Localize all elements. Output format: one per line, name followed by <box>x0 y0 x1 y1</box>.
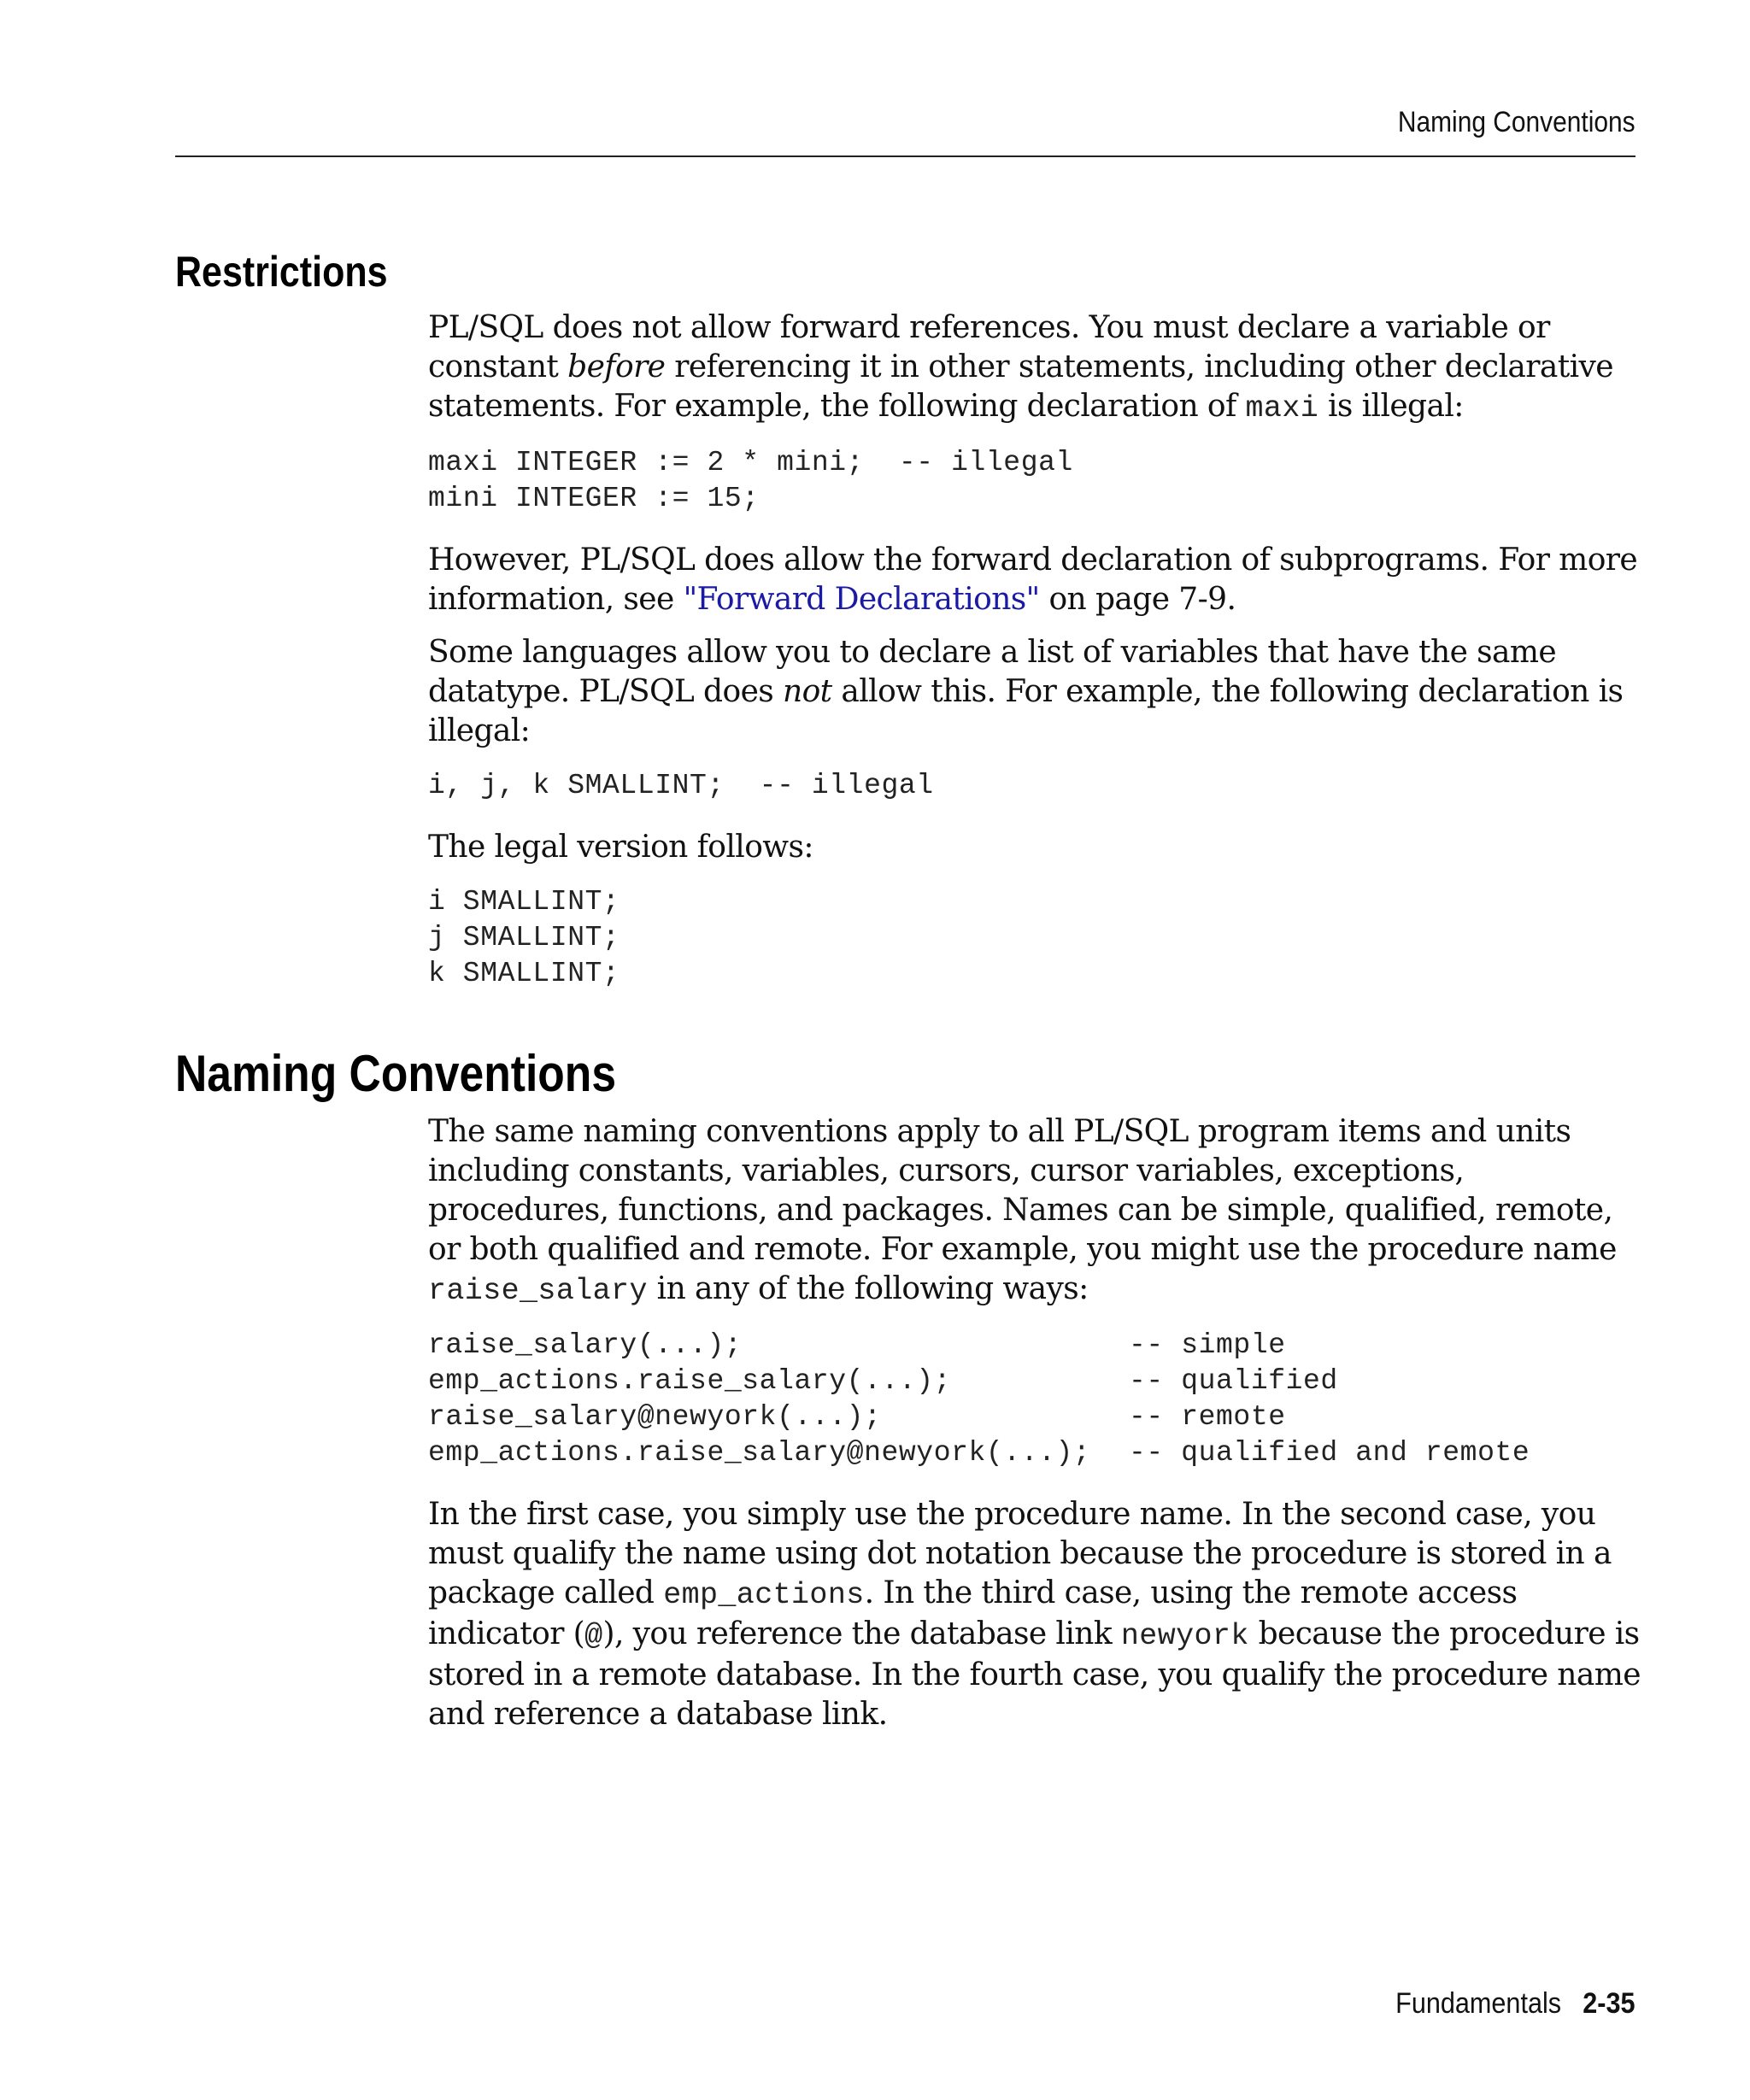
footer-section-title: Fundamentals <box>1395 1987 1562 2020</box>
paragraph-variable-list: Some languages allow you to declare a list of variables that have the same datatype. PL/SQL does not allow this. For example, the following declaration is illegal: <box>428 635 1624 748</box>
running-header: Naming Conventions <box>1398 106 1635 138</box>
page-footer <box>1396 1987 1635 2021</box>
inline-code: raise_salary <box>428 1274 648 1308</box>
inline-code: emp_actions <box>663 1578 865 1612</box>
page-number: 2-35 <box>1583 1987 1635 2020</box>
code-block-illegal-list: i, j, k SMALLINT; -- illegal <box>428 770 934 801</box>
inline-code: newyork <box>1120 1619 1249 1653</box>
link-forward-declarations[interactable]: "Forward Declarations" <box>683 582 1040 617</box>
paragraph-forward-declaration: However, PL/SQL does allow the forward declaration of subprograms. For more information, see "Forward Declarations" on page 7-9. <box>428 543 1638 617</box>
code-block-illegal-forward-ref: maxi INTEGER := 2 * mini; -- illegal mini INTEGER := 15; <box>428 447 1073 514</box>
code-line: raise_salary(...); -- simple <box>428 1329 1286 1361</box>
code-line: emp_actions.raise_salary(...); -- qualified <box>428 1365 1338 1397</box>
naming-body <box>428 1112 1650 1734</box>
inline-code: maxi <box>1245 391 1319 425</box>
paragraph-naming-intro: The same naming conventions apply to all PL/SQL program items and units including constants, variables, cursors, cursor variables, exceptions, procedures, functions, and packages. Names can be simple, qualified, remote, or both qualified and remote. For example, you might use the procedure name raise_salary in any of the following ways: <box>428 1114 1617 1308</box>
code-block-name-examples <box>428 1328 1650 1471</box>
restrictions-body <box>428 308 1650 1016</box>
code-line: emp_actions.raise_salary@newyork(...); -- qualified and remote <box>428 1437 1530 1469</box>
code-line: raise_salary@newyork(...); -- remote <box>428 1401 1286 1433</box>
paragraph-forward-references: PL/SQL does not allow forward references. You must declare a variable or constant before referencing it in other statements, including other declarative statements. For example, the following declaration of maxi is illegal: <box>428 310 1613 425</box>
header-rule <box>175 155 1635 157</box>
paragraph-legal-version: The legal version follows: <box>428 830 813 865</box>
inline-code: @ <box>584 1619 603 1653</box>
section-heading-restrictions: Restrictions <box>175 248 388 296</box>
paragraph-naming-explanation: In the first case, you simply use the procedure name. In the second case, you must qualify the name using dot notation because the procedure is stored in a package called emp_actions. In the third case, using the remote access indicator (@), you reference the database link newyork because the procedure is stored in a remote database. In the fourth case, you qualify the procedure name and reference a database link. <box>428 1497 1641 1732</box>
section-heading-naming-conventions: Naming Conventions <box>175 1045 617 1102</box>
code-block-legal-version: i SMALLINT; j SMALLINT; k SMALLINT; <box>428 886 620 989</box>
